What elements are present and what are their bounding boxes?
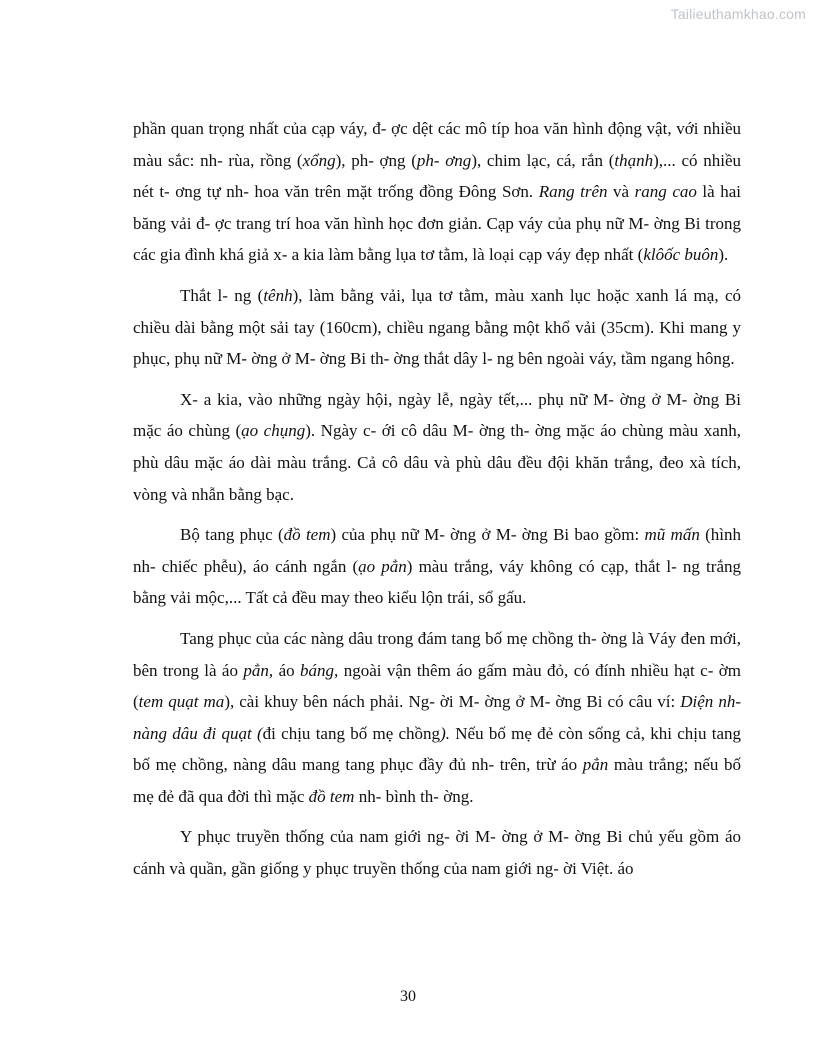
- italic-term: xổng: [302, 150, 336, 170]
- italic-term: báng,: [300, 660, 339, 680]
- italic-term: mũ mấn: [644, 525, 700, 545]
- text-run: phần quan trọng nhất của cạp váy, đ- ợc dệt các mô típ hoa văn hình động vật, với nhiều màu sắc: nh- rùa, rồng (: [133, 119, 741, 170]
- text-run: và: [607, 182, 635, 202]
- document-body: [133, 113, 741, 885]
- text-run: Thắt l- ng (: [180, 285, 264, 305]
- text-run: ngoài vận thêm áo gấm màu đỏ, có đính nhiều hạt c- ờm (: [133, 660, 742, 712]
- text-run: ). Ngày c- ới cô dâu M- ờng th- ờng mặc áo chùng màu xanh, phù dâu mặc áo dài màu trắng. Cả cô dâu và phù dâu đều đội khăn trắng, đeo xà tích, vòng và nhẫn bằng bạc.: [133, 421, 741, 504]
- italic-term: Diện nh- nàng dâu đi quạt (: [133, 692, 741, 743]
- italic-term: ).: [440, 723, 450, 743]
- italic-term: ph- ơng: [416, 150, 472, 170]
- text-run: Bộ tang phục (: [180, 525, 284, 545]
- text-run: đi chịu tang bố mẹ chồng: [262, 723, 441, 743]
- italic-term: tem quạt ma: [138, 692, 225, 712]
- italic-term: đồ tem: [308, 786, 355, 806]
- watermark: Tailieuthamkhao.com: [670, 6, 806, 22]
- italic-term: tênh: [263, 285, 293, 305]
- italic-term: pẳn: [582, 755, 609, 775]
- paragraph-3: [133, 384, 741, 510]
- text-run: Tang phục của các nàng dâu trong đám tang bố mẹ chồng th- ờng là Váy đen mới, bên trong là áo: [133, 628, 741, 680]
- text-run: (hình nh- chiếc phễu), áo cánh ngắn (: [133, 525, 741, 576]
- text-run: ).: [718, 245, 729, 265]
- italic-term: đồ tem: [283, 525, 331, 545]
- text-run: ) màu trắng, váy không có cạp, thắt l- ng trắng bằng vải mộc,... Tất cả đều may theo kiểu lộn trái, sổ gấu.: [133, 556, 741, 608]
- paragraph-6: [133, 821, 741, 884]
- paragraph-1: [133, 113, 741, 271]
- italic-term: rang cao: [634, 182, 697, 202]
- text-run: là hai băng vải đ- ợc trang trí hoa văn hình học đơn giản. Cạp váy của phụ nữ M- ờng Bi trong các gia đình khá giả x- a kia làm bằng lụa tơ tằm, là loại cạp váy đẹp nhất (: [133, 182, 742, 265]
- text-run: ), chim lạc, cá, rắn (: [471, 150, 615, 170]
- text-run: nh- bình th- ờng.: [354, 786, 474, 806]
- text-run: áo: [273, 660, 301, 680]
- text-run: màu trắng; nếu bố mẹ đẻ đã qua đời thì mặc: [133, 755, 741, 806]
- paragraph-4: [133, 519, 741, 614]
- paragraph-2: [133, 280, 741, 375]
- text-run: ), ph- ợng (: [335, 150, 417, 170]
- text-run: Nếu bố mẹ đẻ còn sống cả, khi chịu tang bố mẹ chồng, nàng dâu mang tang phục đầy đủ nh- trên, trừ áo: [133, 723, 742, 775]
- text-run: X- a kia, vào những ngày hội, ngày lễ, ngày tết,... phụ nữ M- ờng ở M- ờng Bi mặc áo chùng (: [133, 389, 741, 441]
- text-run: Y phục truyền thống của nam giới ng- ời M- ờng ở M- ờng Bi chủ yếu gồm áo cánh và quần, gần giống y phục truyền thống của nam giới ng- ời Việt. áo: [133, 827, 741, 879]
- text-run: ) của phụ nữ M- ờng ở M- ờng Bi bao gồm:: [330, 525, 645, 545]
- italic-term: Rang trên: [538, 182, 608, 202]
- italic-term: pẳn,: [243, 660, 274, 680]
- italic-term: ạo pẳn: [358, 556, 407, 576]
- paragraph-5: [133, 623, 741, 813]
- text-run: ), cài khuy bên nách phải. Ng- ời M- ờng ở M- ờng Bi có câu ví:: [224, 692, 681, 712]
- text-run: ),... có nhiều nét t- ơng tự nh- hoa văn trên mặt trống đồng Đông Sơn.: [133, 150, 741, 202]
- italic-term: thạnh: [614, 150, 654, 170]
- text-run: ), làm bằng vải, lụa tơ tằm, màu xanh lục hoặc xanh lá mạ, có chiều dài bằng một sải tay (160cm), chiều ngang bằng một khổ vải (35cm). Khi mang y phục, phụ nữ M- ờng ở M- ờng Bi th- ờng thắt dây l- ng bên ngoài váy, tầm ngang hông.: [133, 285, 741, 369]
- italic-term: klôốc buôn: [643, 245, 719, 265]
- italic-term: ạo chụng: [241, 421, 306, 441]
- page-number: 30: [400, 988, 416, 1005]
